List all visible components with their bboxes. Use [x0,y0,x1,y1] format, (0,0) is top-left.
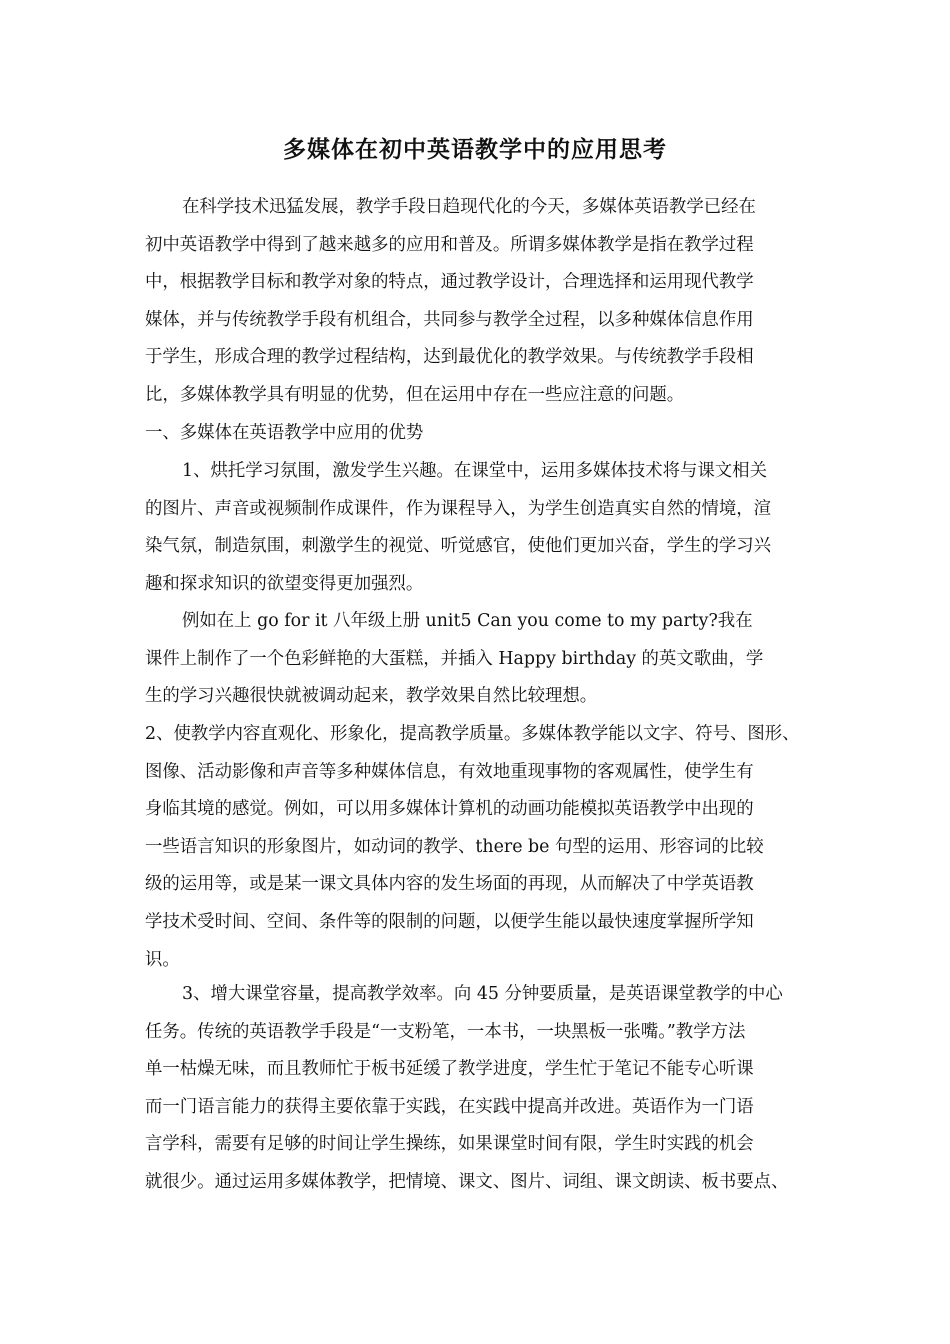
text-line: 在科学技术迅猛发展，教学手段日趋现代化的今天，多媒体英语教学已经在 [182,197,756,217]
text-line: 媒体，并与传统教学手段有机组合，共同参与教学全过程，以多种媒体信息作用 [145,309,754,330]
text-line: 识。 [145,949,180,970]
text-line: 就很少。通过运用多媒体教学，把情境、课文、图片、词组、课文朗读、板书要点、 [145,1171,789,1192]
document-title: 多媒体在初中英语教学中的应用思考 [283,136,667,163]
text-line: 趣和探求知识的欲望变得更加强烈。 [145,573,424,594]
text-line: 一些语言知识的形象图片，如动词的教学、there be 句型的运用、形容词的比较 [145,836,764,857]
text-line: 图像、活动影像和声音等多种媒体信息，有效地重现事物的客观属性，使学生有 [145,761,754,782]
text-line: 任务。传统的英语教学手段是“一支粉笔，一本书，一块黑板一张嘴。”教学方法 [145,1021,746,1042]
text-line: 单一枯燥无味，而且教师忙于板书延缓了教学进度，学生忙于笔记不能专心听课 [145,1059,754,1080]
section-heading [145,415,807,453]
text-line: 生的学习兴趣很快就被调动起来，教学效果自然比较理想。 [145,686,598,707]
paragraph-point-3 [145,976,807,1202]
text-line: 比，多媒体教学具有明显的优势，但在运用中存在一些应注意的问题。 [145,384,685,405]
text-line: 例如在上 go for it 八年级上册 unit5 Can you come to my party?我在 [182,611,753,631]
text-line: 学技术受时间、空间、条件等的限制的问题，以便学生能以最快速度掌握所学知 [145,911,754,932]
text-line: 染气氛，制造氛围，刺激学生的视觉、听觉感官，使他们更加兴奋，学生的学习兴 [145,536,772,557]
text-line: 1、烘托学习氛围，激发学生兴趣。在课堂中，运用多媒体技术将与课文相关 [182,461,767,481]
text-line: 的图片、声音或视频制作成课件，作为课程导入，为学生创造真实自然的情境，渲 [145,498,772,519]
text-line: 身临其境的感觉。例如，可以用多媒体计算机的动画功能模拟英语教学中出现的 [145,799,754,820]
paragraph-point-2 [145,716,807,979]
text-line: 一、多媒体在英语教学中应用的优势 [145,423,424,443]
text-line: 言学科，需要有足够的时间让学生操练，如果课堂时间有限，学生时实践的机会 [145,1134,754,1155]
paragraph-example [145,603,807,716]
text-line: 而一门语言能力的获得主要依靠于实践，在实践中提高并改进。英语作为一门语 [145,1096,754,1117]
text-line: 课件上制作了一个色彩鲜艳的大蛋糕，并插入 Happy birthday 的英文歌曲，学 [145,648,764,669]
text-line: 2、使教学内容直观化、形象化，提高教学质量。多媒体教学能以文字、符号、图形、 [145,724,800,744]
paragraph-intro [145,189,807,415]
paragraph-point-1 [145,453,807,603]
text-line: 于学生，形成合理的教学过程结构，达到最优化的教学效果。与传统教学手段相 [145,347,754,368]
text-line: 3、增大课堂容量，提高教学效率。向 45 分钟要质量，是英语课堂教学的中心 [182,984,783,1004]
text-line: 初中英语教学中得到了越来越多的应用和普及。所谓多媒体教学是指在教学过程 [145,234,754,255]
text-line: 级的运用等，或是某一课文具体内容的发生场面的再现，从而解决了中学英语教 [145,874,754,895]
text-line: 中，根据教学目标和教学对象的特点，通过教学设计，合理选择和运用现代教学 [145,272,754,293]
